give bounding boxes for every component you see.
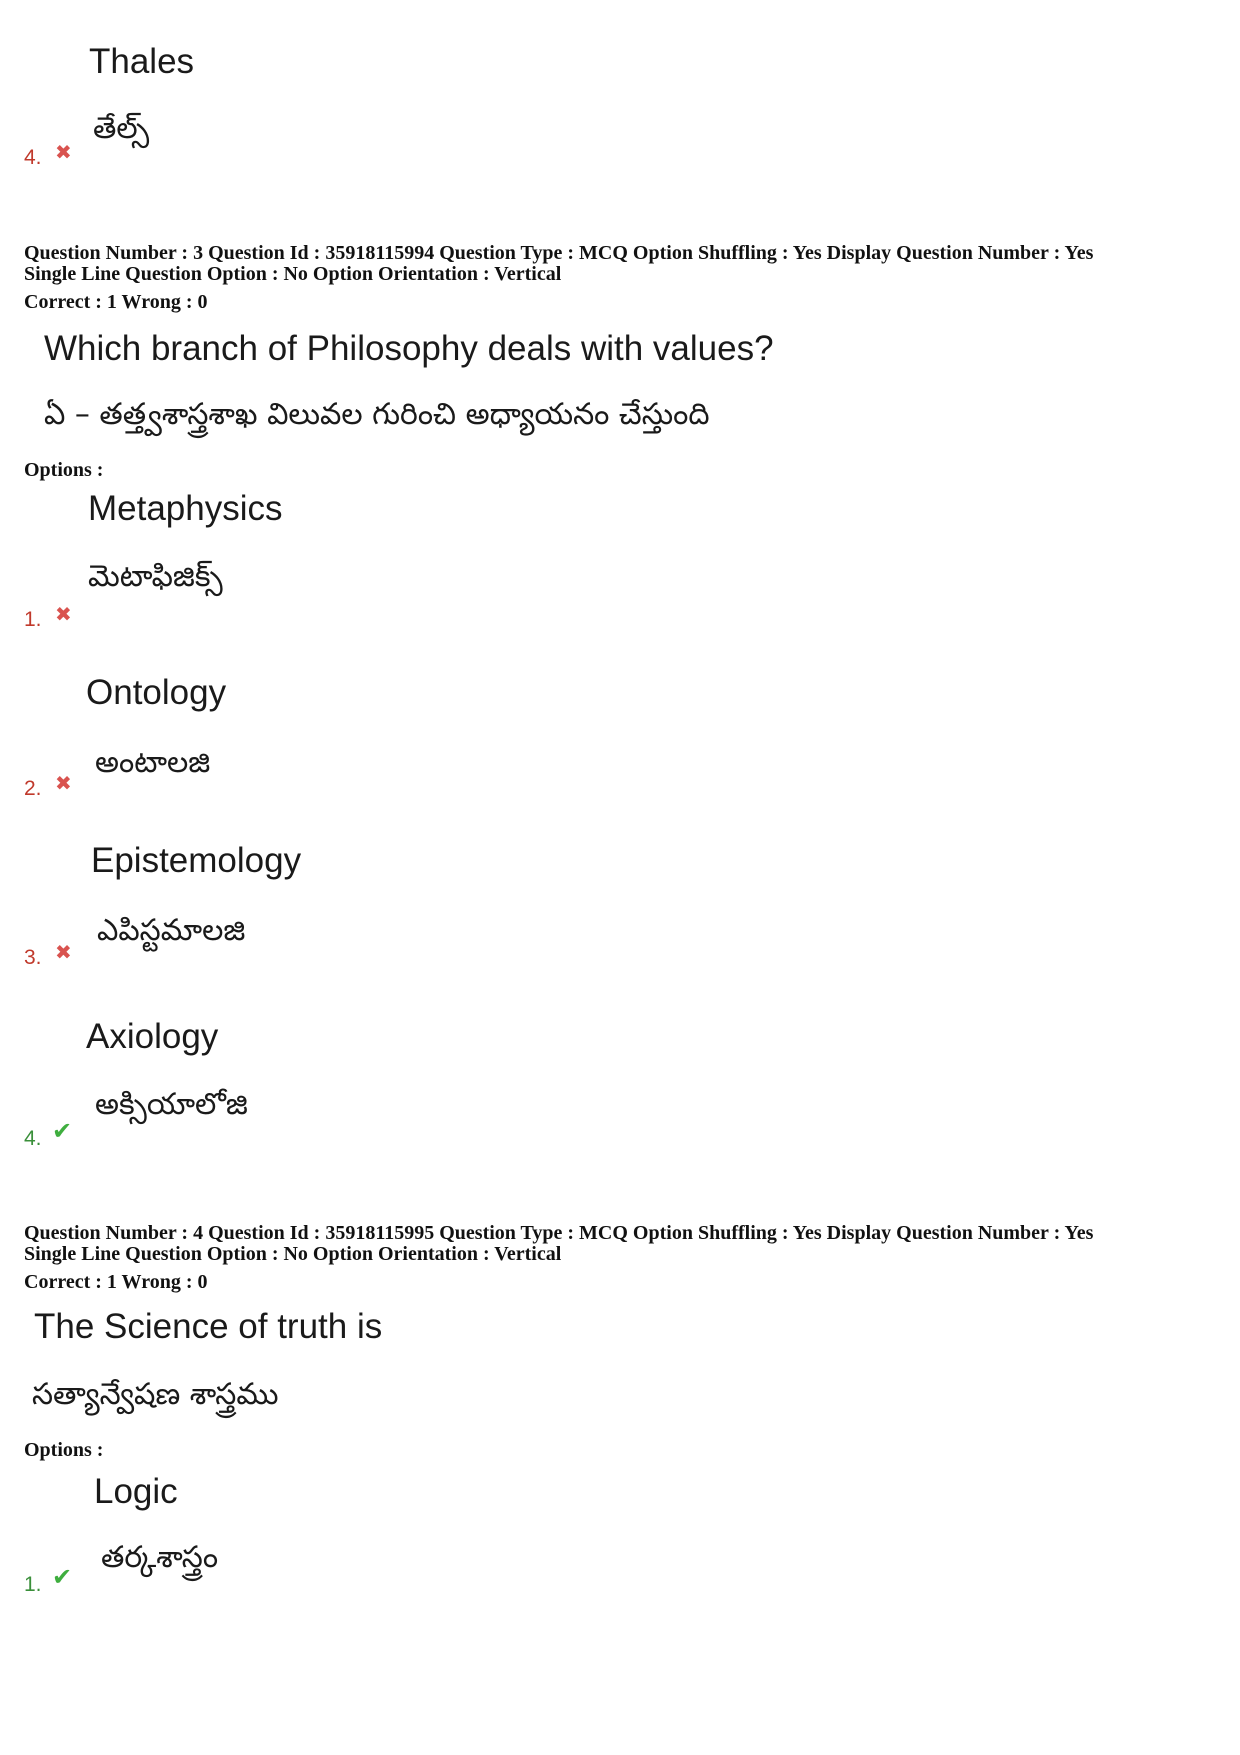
q3-meta-line2: Single Line Question Option : No Option Orientation : Vertical (24, 263, 562, 285)
option-4-number: 4. (24, 146, 42, 169)
check-icon: ✔ (52, 1117, 73, 1145)
q3-option-4-english: Axiology (86, 1017, 219, 1056)
q3-option-3-number: 3. (24, 946, 42, 969)
q3-option-3-telugu: ఎపిస్టమాలజి (97, 913, 246, 948)
q3-meta-line1: Question Number : 3 Question Id : 35918115994 Question Type : MCQ Option Shuffling : Yes Display Question Number : Yes (24, 242, 1094, 264)
q4-meta-line1: Question Number : 4 Question Id : 35918115995 Question Type : MCQ Option Shuffling : Yes Display Question Number : Yes (24, 1222, 1094, 1244)
q3-question-telugu: ఏ – తత్త్వశాస్త్రశాఖ విలువల గురించి అధ్యాయనం చేస్తుంది (44, 397, 710, 432)
check-icon: ✔ (52, 1563, 73, 1591)
q4-question-english: The Science of truth is (34, 1307, 383, 1346)
q4-meta-line2: Single Line Question Option : No Option Orientation : Vertical (24, 1243, 562, 1265)
q3-option-2-english: Ontology (86, 673, 227, 712)
q3-meta-line3: Correct : 1 Wrong : 0 (24, 291, 208, 313)
q4-option-1-number: 1. (24, 1573, 42, 1596)
q4-options-label: Options : (24, 1439, 104, 1461)
cross-icon: ✖ (55, 602, 72, 626)
q3-options-label: Options : (24, 459, 104, 481)
cross-icon: ✖ (55, 940, 72, 964)
q4-option-1-telugu: తర్కశాస్త్రం (101, 1540, 219, 1575)
cross-icon: ✖ (55, 140, 72, 164)
q4-option-1-english: Logic (94, 1472, 178, 1511)
q3-option-1-number: 1. (24, 608, 42, 631)
q3-question-english: Which branch of Philosophy deals with values? (44, 329, 774, 368)
q3-option-4-telugu: అక్సియాలోజి (95, 1087, 248, 1122)
q3-option-3-english: Epistemology (91, 841, 302, 880)
q3-option-2-telugu: అంటాలజి (95, 745, 211, 780)
q4-meta-line3: Correct : 1 Wrong : 0 (24, 1271, 208, 1293)
option-4-telugu: తేల్స్ (93, 111, 150, 146)
q3-option-1-telugu: మెటాఫిజిక్స్ (88, 559, 223, 594)
cross-icon: ✖ (55, 771, 72, 795)
q3-option-2-number: 2. (24, 777, 42, 800)
q4-question-telugu: సత్యాన్వేషణ శాస్త్రము (32, 1377, 279, 1412)
q3-option-1-english: Metaphysics (88, 489, 283, 528)
q3-option-4-number: 4. (24, 1127, 42, 1150)
option-4-english: Thales (89, 42, 195, 81)
